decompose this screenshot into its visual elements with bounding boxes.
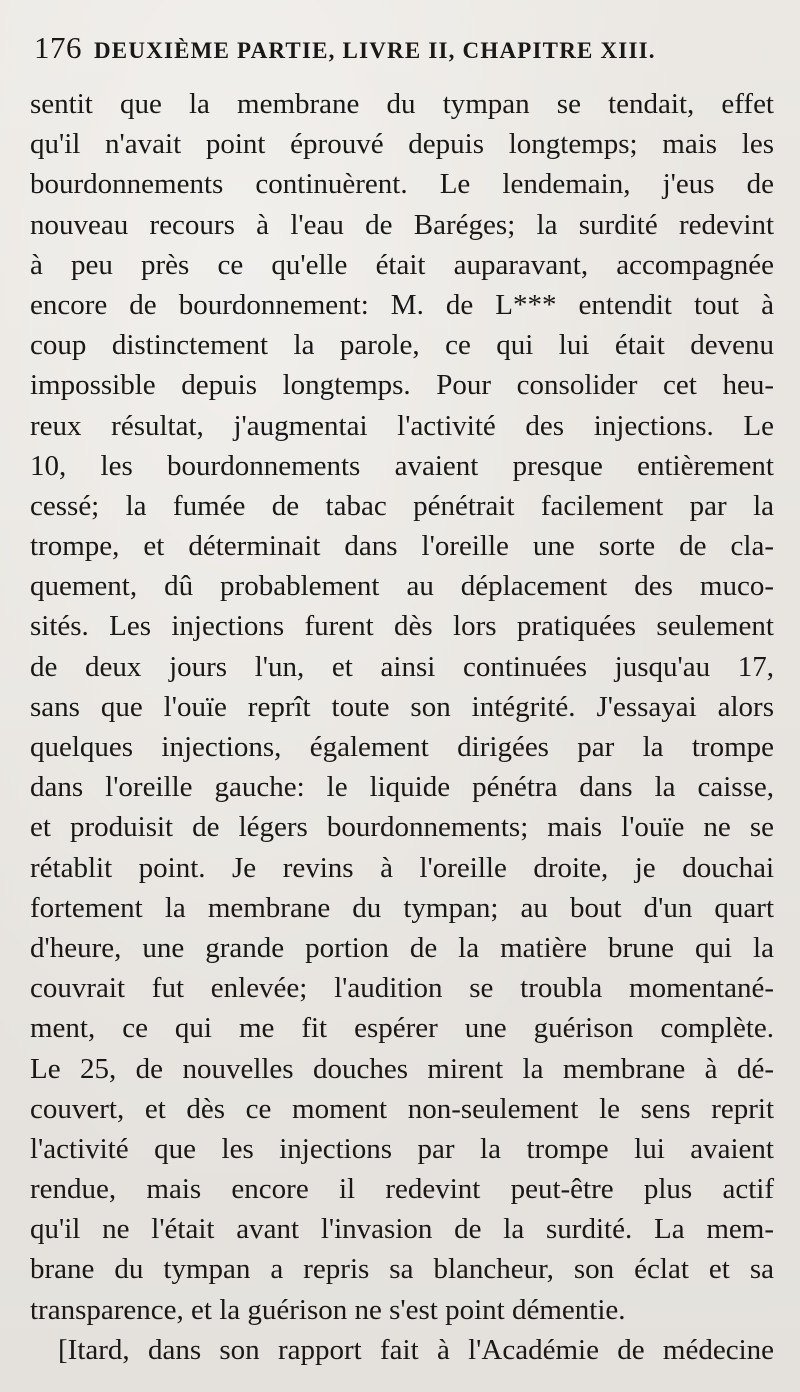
text-line: d'heure, une grande portion de la matière brune qui la [30,931,774,964]
page-number: 176 [34,30,82,65]
text-line: brane du tympan a repris sa blancheur, son éclat et sa [30,1253,774,1286]
text-line: à peu près ce qu'elle était auparavant, accompagnée [30,248,774,281]
text-line: qu'il ne l'était avant l'invasion de la surdité. La mem- [30,1213,774,1246]
text-line: ment, ce qui me fit espérer une guérison complète. [30,1012,774,1045]
text-line: et produisit de légers bourdonnements; mais l'ouïe ne se [30,811,774,844]
text-line: de deux jours l'un, et ainsi continuées jusqu'au 17, [30,650,774,683]
text-line: sans que l'ouïe reprît toute son intégrité. J'essayai alors [30,690,774,723]
text-line: couvrait fut enlevée; l'audition se troubla momentané- [30,972,774,1005]
text-line: l'activité que les injections par la trompe lui avaient [30,1132,774,1165]
text-line: dans l'oreille gauche: le liquide pénétra dans la caisse, [30,771,774,804]
text-line: quelques injections, également dirigées par la trompe [30,731,774,763]
text-line: coup distinctement la parole, ce qui lui était devenu [30,329,774,362]
text-line: cessé; la fumée de tabac pénétrait facilement par la [30,489,774,522]
text-line: rétablit point. Je revins à l'oreille droite, je douchai [30,851,774,884]
text-line: nouveau recours à l'eau de Baréges; la surdité redevint [30,208,774,241]
running-head: DEUXIÈME PARTIE, LIVRE II, CHAPITRE XIII. [94,38,656,63]
text-line: couvert, et dès ce moment non-seulement le sens reprit [30,1092,774,1125]
text-line: sités. Les injections furent dès lors pratiquées seulement [30,610,774,643]
text-line: 10, les bourdonnements avaient presque entièrement [30,449,774,482]
text-line: fortement la membrane du tympan; au bout d'un quart [30,891,774,924]
text-line: qu'il n'avait point éprouvé depuis longtemps; mais les [30,128,774,161]
text-line: encore de bourdonnement: M. de L*** entendit tout à [30,288,774,321]
text-line: transparence, et la guérison ne s'est point démentie. [30,1293,626,1326]
text-line: quement, dû probablement au déplacement des muco- [30,570,774,603]
page-header [34,30,774,70]
text-line: sentit que la membrane du tympan se tendait, effet [30,88,774,120]
body-text [30,84,774,1370]
text-line: [Itard, dans son rapport fait à l'Académie de médecine [58,1333,774,1366]
text-line: rendue, mais encore il redevint peut-être plus actif [30,1173,774,1206]
text-line: trompe, et déterminait dans l'oreille une sorte de cla- [30,530,774,563]
text-line: Le 25, de nouvelles douches mirent la membrane à dé- [30,1052,774,1085]
text-line: reux résultat, j'augmentai l'activité des injections. Le [30,409,774,442]
text-line: impossible depuis longtemps. Pour consolider cet heu- [30,369,774,402]
text-line: bourdonnements continuèrent. Le lendemain, j'eus de [30,168,774,201]
